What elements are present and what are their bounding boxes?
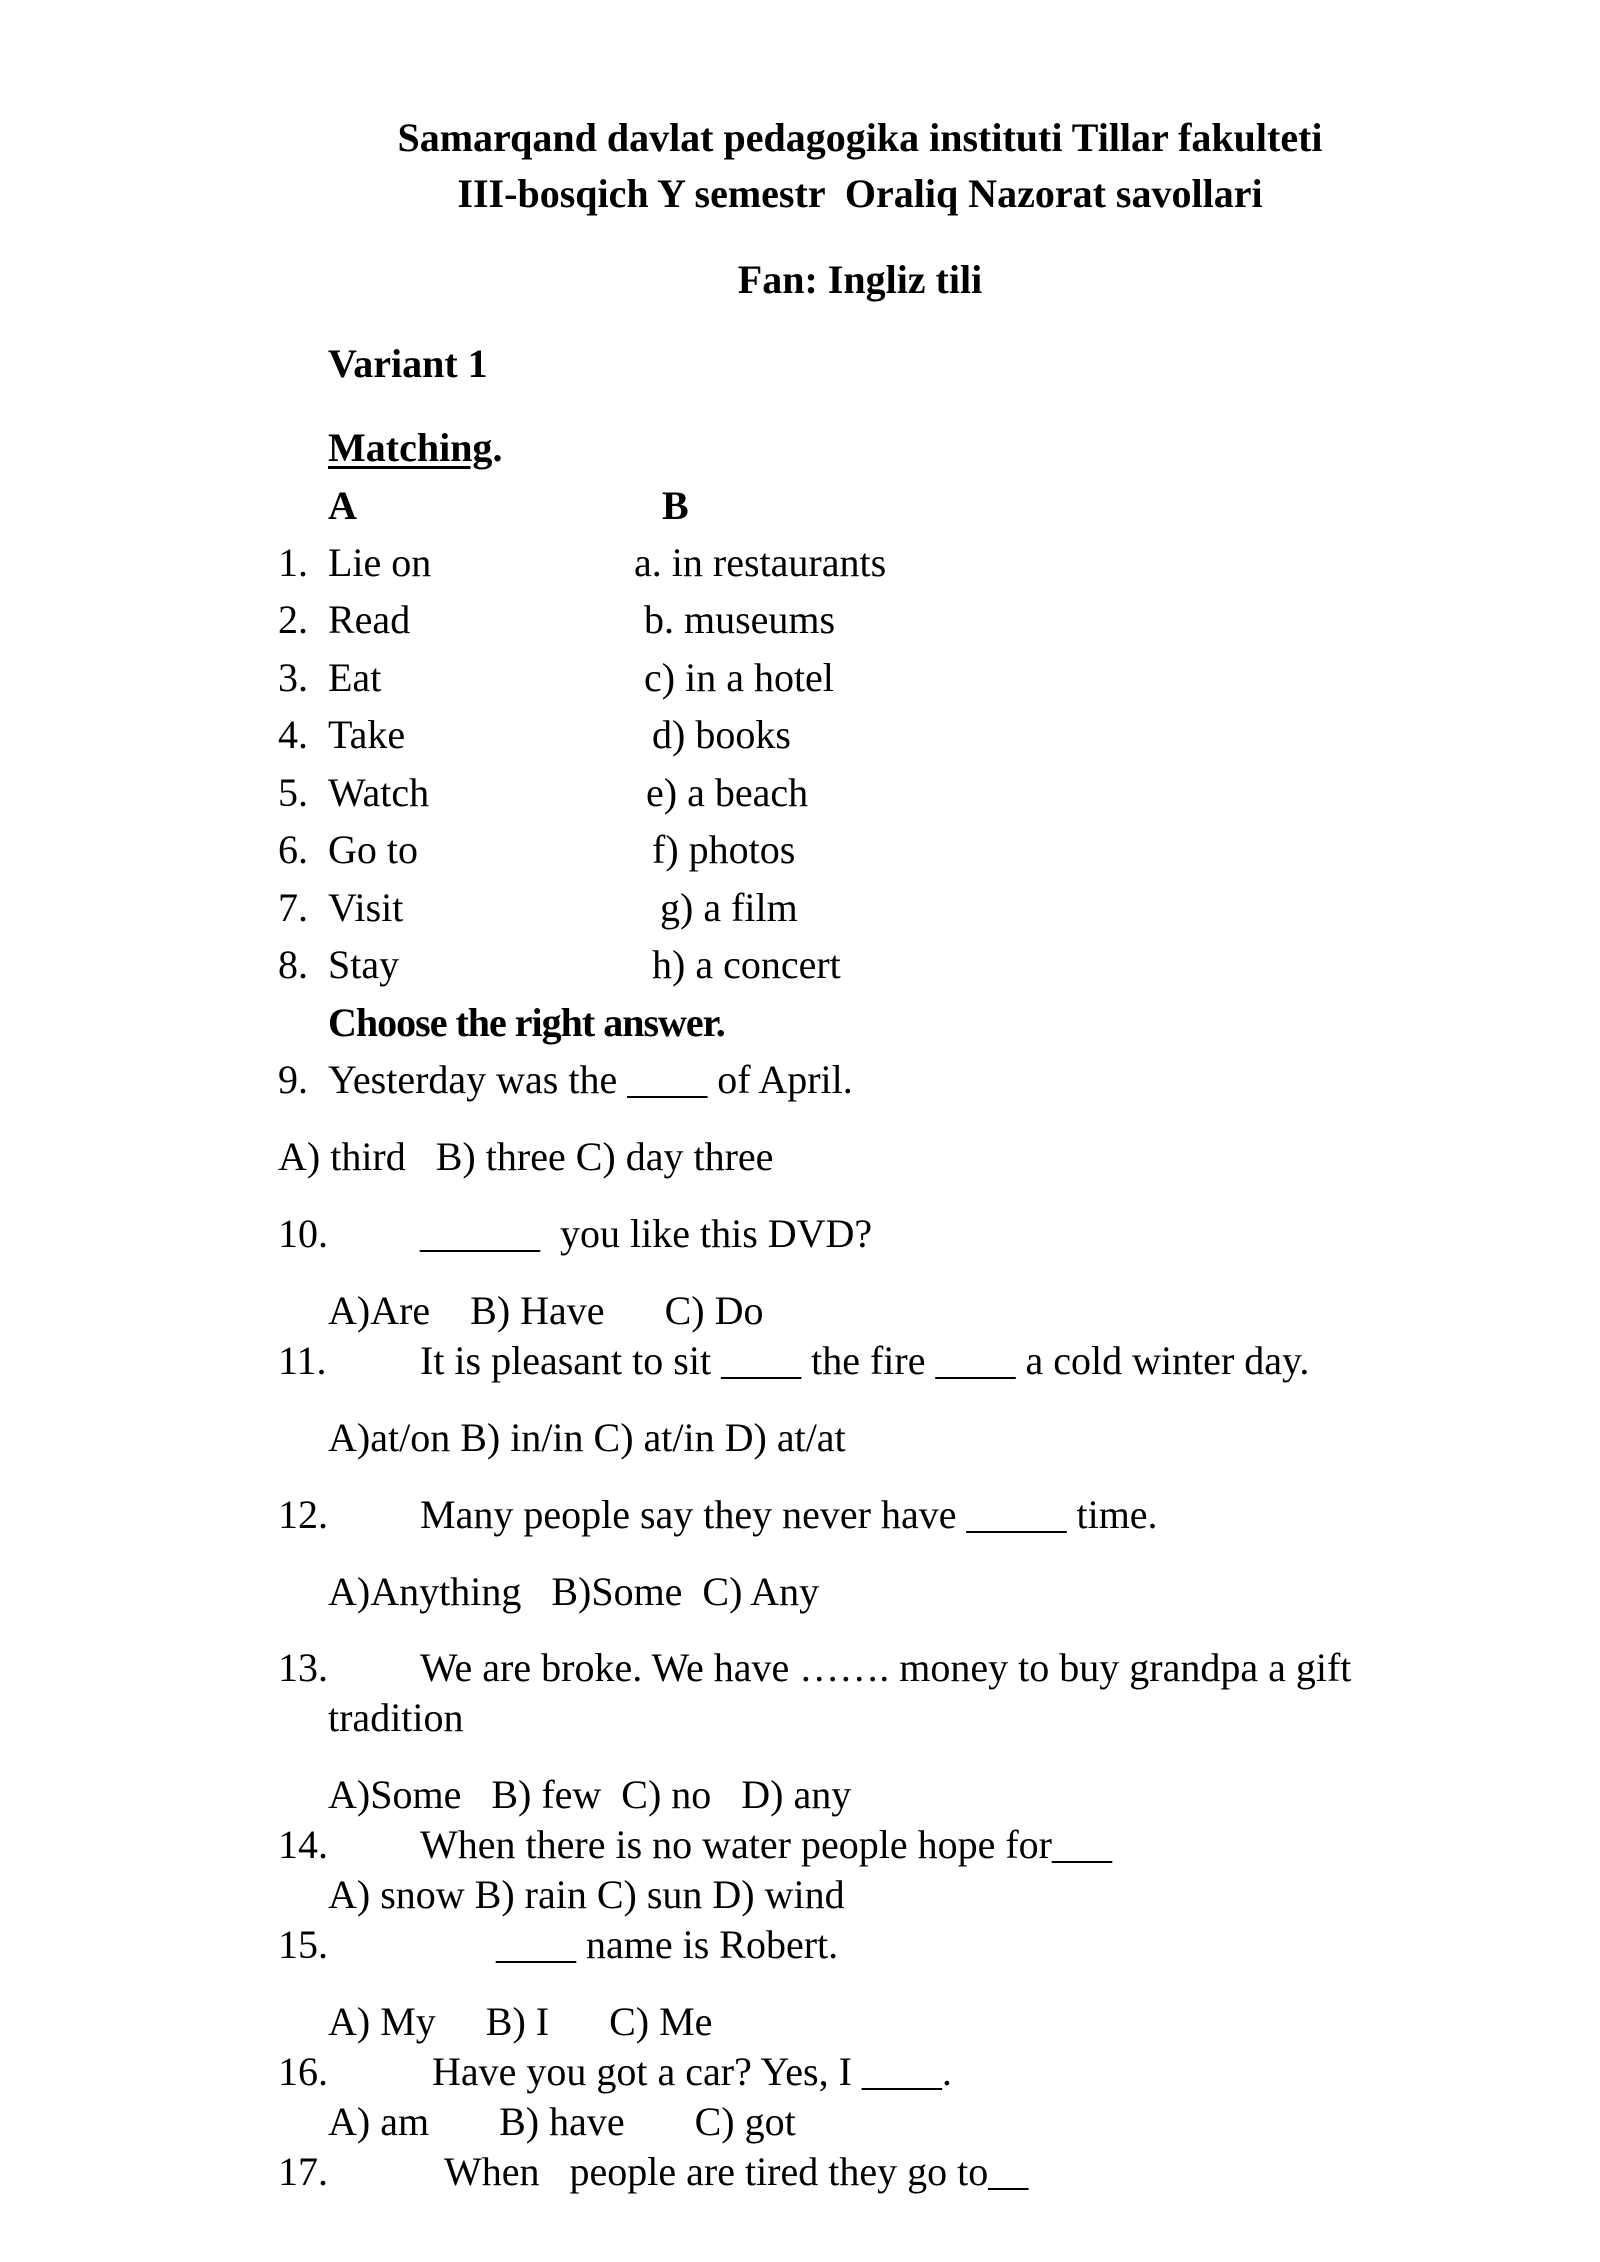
question-text: ______ you like this DVD? bbox=[420, 1211, 873, 1256]
question-options: A)Are B) Have C) Do bbox=[328, 1288, 764, 1333]
matching-num: 4. bbox=[278, 712, 308, 757]
question-options: A) snow B) rain C) sun D) wind bbox=[328, 1872, 845, 1917]
question-options: A)Anything B)Some C) Any bbox=[328, 1569, 820, 1614]
exam-title: III-bosqich Y semestr Oraliq Nazorat savollari bbox=[457, 171, 1263, 216]
matching-item-b: d) books bbox=[652, 712, 791, 757]
matching-item-a: Watch bbox=[328, 770, 430, 815]
matching-item-a: Lie on bbox=[328, 540, 432, 585]
question-options: A) third B) three C) day three bbox=[278, 1134, 774, 1179]
matching-item-a: Eat bbox=[328, 655, 382, 700]
column-b-header: B bbox=[662, 483, 689, 528]
question-number: 15. bbox=[278, 1922, 328, 1967]
matching-heading bbox=[328, 425, 503, 470]
matching-item-a: Stay bbox=[328, 942, 400, 987]
question-options: A)Some B) few C) no D) any bbox=[328, 1772, 852, 1817]
question-text: We are broke. We have ……. money to buy grandpa a gift bbox=[420, 1645, 1352, 1690]
question-number: 9. bbox=[278, 1057, 308, 1102]
question-text: When there is no water people hope for___ bbox=[420, 1822, 1112, 1867]
matching-item-b: b. museums bbox=[644, 597, 836, 642]
matching-item-b: c) in a hotel bbox=[644, 655, 834, 700]
matching-num: 8. bbox=[278, 942, 308, 987]
question-number: 17. bbox=[278, 2149, 328, 2194]
matching-item-b: h) a concert bbox=[652, 942, 841, 987]
matching-num: 6. bbox=[278, 827, 308, 872]
matching-title-dot: . bbox=[492, 425, 503, 470]
matching-num: 5. bbox=[278, 770, 308, 815]
matching-item-a: Visit bbox=[328, 885, 404, 930]
question-text: When people are tired they go to__ bbox=[444, 2149, 1029, 2194]
question-text: Have you got a car? Yes, I ____. bbox=[432, 2049, 952, 2094]
question-text: Many people say they never have _____ time. bbox=[420, 1492, 1158, 1537]
matching-item-a: Read bbox=[328, 597, 411, 642]
column-a-header: A bbox=[328, 483, 357, 528]
matching-item-a: Go to bbox=[328, 827, 418, 872]
matching-item-a: Take bbox=[328, 712, 406, 757]
question-number: 12. bbox=[278, 1492, 328, 1537]
matching-num: 7. bbox=[278, 885, 308, 930]
matching-num: 1. bbox=[278, 540, 308, 585]
matching-item-b: f) photos bbox=[652, 827, 796, 872]
question-number: 11. bbox=[278, 1338, 327, 1383]
matching-item-b: a. in restaurants bbox=[634, 540, 887, 585]
question-options: A) My B) I C) Me bbox=[328, 1999, 713, 2044]
question-text: ____ name is Robert. bbox=[496, 1922, 839, 1967]
question-text: Yesterday was the ____ of April. bbox=[328, 1057, 853, 1102]
matching-item-b: e) a beach bbox=[646, 770, 809, 815]
variant-label: Variant 1 bbox=[328, 341, 488, 386]
institute-title: Samarqand davlat pedagogika instituti Tillar fakulteti bbox=[397, 115, 1323, 160]
question-text-continued: tradition bbox=[328, 1695, 464, 1740]
matching-num: 2. bbox=[278, 597, 308, 642]
matching-item-b: g) a film bbox=[660, 885, 798, 930]
matching-title: Matching bbox=[328, 425, 493, 470]
subject-title: Fan: Ingliz tili bbox=[737, 257, 983, 302]
question-text: It is pleasant to sit ____ the fire ____ a cold winter day. bbox=[420, 1338, 1310, 1383]
question-number: 13. bbox=[278, 1645, 328, 1690]
question-number: 14. bbox=[278, 1822, 328, 1867]
question-number: 16. bbox=[278, 2049, 328, 2094]
choose-heading: Choose the right answer. bbox=[328, 1000, 725, 1045]
question-number: 10. bbox=[278, 1211, 328, 1256]
question-options: A)at/on B) in/in C) at/in D) at/at bbox=[328, 1415, 846, 1460]
question-options: A) am B) have C) got bbox=[328, 2099, 796, 2144]
matching-num: 3. bbox=[278, 655, 308, 700]
